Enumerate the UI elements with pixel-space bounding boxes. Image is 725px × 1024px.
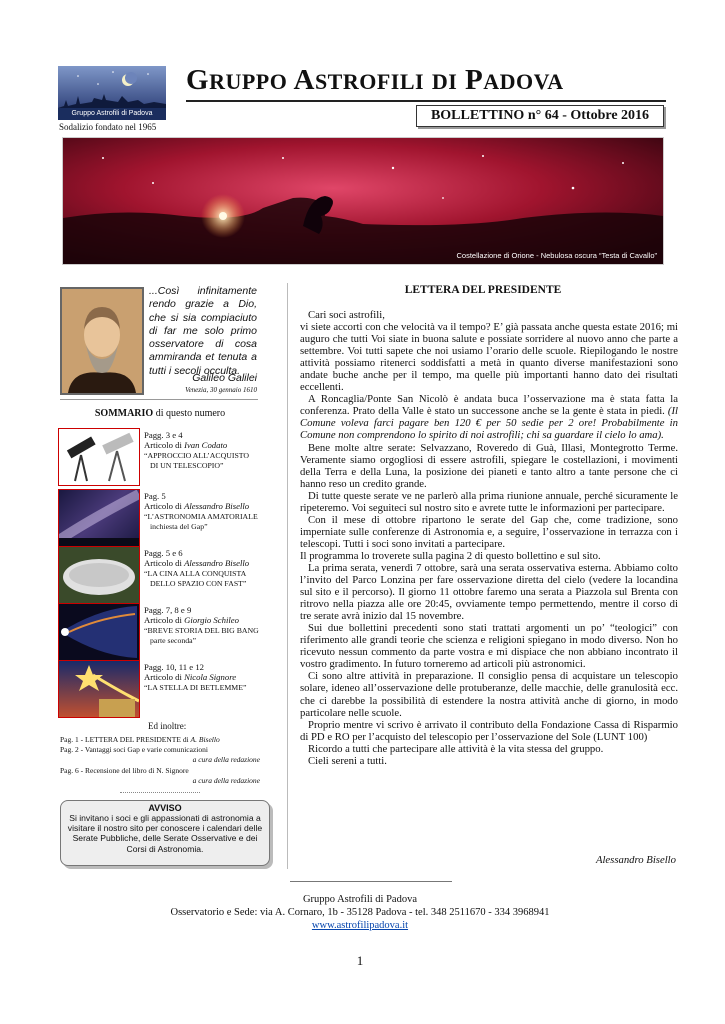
milky-way-icon: [59, 490, 139, 546]
letter-italic: (Il Comune voleva farci pagare ben 120 € per 50 sedie per 2 ore! Probabilmente in Comune non comprendono lo spirito di noi astrofili; chi sa guardare il cielo lo ama).: [300, 405, 678, 442]
title-letter: G: [186, 64, 210, 96]
footer: [100, 893, 620, 932]
horsehead-nebula-image: [63, 138, 663, 264]
radio-dish-icon: [59, 547, 139, 603]
title-letter: A: [293, 64, 315, 96]
bulletin-number: BOLLETTINO n° 64 - Ottobre 2016: [416, 105, 664, 127]
title-part: RUPPO: [209, 69, 288, 94]
logo: [58, 66, 166, 120]
summary-subtitle: di questo numero: [153, 408, 226, 419]
letter-paragraph: Cieli sereni a tutti.: [308, 754, 387, 767]
item-title: “LA CINA ALLA CONQUISTA: [144, 568, 247, 578]
bethlehem-star-thumbnail: [58, 660, 140, 718]
item-pages: Pagg. 3 e 4: [144, 430, 183, 440]
letter-signature: Alessandro Bisello: [595, 854, 676, 866]
item-title: “BREVE STORIA DEL BIG BANG: [144, 625, 259, 635]
also-line-sub: a cura della redazione: [192, 754, 260, 764]
item-pages: Pagg. 10, 11 e 12: [144, 662, 205, 672]
banner-image: [62, 137, 664, 265]
also-line-author: A. Bisello: [190, 735, 220, 744]
title-letter: P: [465, 64, 484, 96]
summary-item[interactable]: [58, 660, 268, 718]
notice-title: AVVISO: [148, 803, 182, 813]
item-by: Articolo di: [144, 615, 185, 626]
quote-date: Venezia, 30 gennaio 1610: [185, 386, 257, 394]
portrait-image: [62, 289, 142, 393]
item-title-cont: inchiesta del Gap”: [150, 521, 208, 531]
item-by: Articolo di: [144, 440, 185, 451]
also-line: [60, 766, 260, 785]
quote-author: Galileo Galilei: [192, 372, 257, 384]
item-author: Alessandro Bisello: [184, 501, 250, 512]
president-letter: [300, 309, 678, 767]
letter-paragraph: [300, 393, 678, 441]
notice-text: Si invitano i soci e gli appassionati di astronomia a visitare il nostro sito per conoscere i calendari delle Serate Pubbliche, delle Serate Osservative e dei Corsi di Astronomia.: [67, 813, 263, 854]
fast-telescope-thumbnail: [58, 546, 140, 604]
letter-paragraph: Ricordo a tutti che partecipare alle attività è la vita stessa del gruppo.: [308, 742, 604, 755]
telescope-thumbnail: [58, 428, 140, 486]
summary-item[interactable]: [58, 428, 268, 486]
item-pages: Pagg. 5 e 6: [144, 548, 183, 558]
milky-way-thumbnail: [58, 489, 140, 547]
item-title-cont: DELLO SPAZIO CON FAST”: [150, 578, 247, 588]
footer-address: Osservatorio e Sede: via A. Cornaro, 1b - 35128 Padova - tel. 348 2511670 - 334 3968941: [170, 907, 550, 918]
column-divider: [287, 283, 288, 869]
summary-item[interactable]: [58, 489, 268, 547]
website-link[interactable]: www.astrofilipadova.it: [311, 920, 409, 931]
title-part: DI: [431, 69, 458, 94]
summary-title: SOMMARIO: [94, 408, 154, 419]
letter-paragraph: Con il mese di ottobre ripartono le serate del Gap che, come tradizione, sono imperniate sulle conferenze di Astronomia e, a seguire, l’osservazione in terrazza con i telescopi. Tutti i soci sono invitati a partecipare.: [300, 513, 678, 550]
divider: [120, 792, 200, 793]
divider: [60, 399, 258, 400]
letter-paragraph: Sui due bollettini precedenti sono stati trattati argomenti un po’ “teologici” con riferimento alle grandi teorie che scienza e religioni spiegano in modo diverso. Non ho ricevuto nessun commento da parte vostra e mi dispiace che non abbiano incontrato il vostro gradimento. In futuro torneremo ad articoli più astronomici.: [300, 622, 678, 671]
galileo-portrait: [60, 287, 144, 395]
letter-paragraph: Ci sono altre attività in preparazione. Il consiglio pensa di acquistare un telescopio solare, ideneo all’osservazione delle protuberanze, delle macchie, delle granulosità ecc. che ci darebbe la possibilità di estendere la nostra attività anche di giorno, in modo particolare nelle scuole.: [300, 670, 678, 719]
also-line: [60, 745, 260, 764]
also-line-text: Pag. 1 - LETTERA DEL PRESIDENTE di: [60, 735, 191, 744]
item-title: “L’ASTRONOMIA AMATORIALE: [144, 511, 258, 521]
summary-item[interactable]: [58, 546, 268, 604]
item-author: Nicola Signore: [184, 672, 237, 683]
big-bang-thumbnail: [58, 603, 140, 661]
item-author: Alessandro Bisello: [184, 558, 250, 569]
title-part: STROFILI: [314, 69, 425, 94]
star-icon: [59, 661, 139, 717]
also-line-text: Pag. 2 - Vantaggi soci Gap e varie comunicazioni: [60, 745, 208, 754]
item-pages: Pag. 5: [144, 491, 166, 501]
page-title: [186, 64, 564, 97]
title-part: ADOVA: [483, 69, 564, 94]
item-by: Articolo di: [144, 672, 185, 683]
also-line: [60, 735, 260, 745]
letter-paragraph: Il programma lo troverete sulla pagina 2 di questo bollettino e sul sito.: [300, 549, 601, 562]
footer-divider: [290, 881, 452, 882]
also-line-text: Pag. 6 - Recensione del libro di N. Signore: [60, 766, 189, 775]
letter-text: A Roncaglia/Ponte San Nicolò è andata buca l’osservazione ma è stata fatta la conferenza. Prato della Valle è stato un successone anche se la gente è stata in piedi.: [300, 393, 678, 418]
title-divider: [186, 100, 666, 102]
letter-paragraph: vi siete accorti con che velocità va il tempo? E’ già passata anche questa estate 2016; mi auguro che tutti Voi siate in buona salute e possiate sorridere al nuovo anno che parte a settembre. Voi tutti sapete che noi usiamo l’orario delle scuole. Riepilogando le nostre attività possiamo ritenerci soddisfatti a metà in quanto diverse manifestazioni sono andate buche anche per il tempo, ma quelle più importanti hanno dato dei risultati eccellenti.: [300, 321, 678, 394]
letter-paragraph: Bene molte altre serate: Selvazzano, Roveredo di Guà, Illasi, Montegrotto Terme. Veramente siamo orgogliosi di essere astrofili, spiegare le costellazioni, i movimenti della Terra e della Luna, la posizione dei pianeti e tanto altro a tante persone che ci hanno reso un credito grande.: [300, 441, 678, 490]
summary-item[interactable]: [58, 603, 268, 661]
letter-title: LETTERA DEL PRESIDENTE: [404, 284, 562, 296]
item-title: “APPROCCIO ALL’ACQUISTO: [144, 450, 250, 460]
founded-note: Sodalizio fondato nel 1965: [59, 122, 157, 132]
item-title-cont: parte seconda”: [150, 635, 197, 645]
galileo-quote: ...Così infinitamente rendo grazie a Dio, che si sia compiaciuto di far me solo primo osservatore di cosa ammiranda et tenuta a tutti i secoli occulta.: [149, 285, 257, 377]
item-author: Ivan Codato: [184, 440, 228, 451]
logo-label: Gruppo Astrofili di Padova: [58, 108, 166, 120]
letter-paragraph: Cari soci astrofili,: [308, 309, 385, 321]
item-by: Articolo di: [144, 558, 185, 569]
footer-org: Gruppo Astrofili di Padova: [302, 894, 418, 905]
big-bang-icon: [59, 604, 139, 660]
item-title: “LA STELLA DI BETLEMME”: [144, 682, 247, 692]
item-title-cont: DI UN TELESCOPIO”: [150, 460, 224, 470]
notice-box: [60, 800, 270, 866]
also-heading: Ed inoltre:: [148, 721, 187, 731]
summary-heading: [60, 408, 260, 419]
letter-paragraph: Proprio mentre vi scrivo è arrivato il contributo della Fondazione Cassa di Risparmio di PD e RO per l’acquisto del telescopio per l’osservazione del Sole (LUNT 100): [300, 718, 678, 743]
letter-paragraph: La prima serata, venerdì 7 ottobre, sarà una serata osservativa esterna. Abbiamo colto l’invito del Parco Lonzina per fare osservazione diretta del cielo (vedere la locandina sul sito e il percorso). Il giorno 11 ottobre faremo una serata a Piazzola sul Brenta con ritrovo nella piazza alle ore 20:45, ovviamente tempo permettendo, mentre il corso di tre serate avrà inizio dal 15 novembre.: [300, 561, 678, 623]
item-pages: Pagg. 7, 8 e 9: [144, 605, 192, 615]
telescope-icon: [59, 429, 139, 485]
page-number: 1: [356, 953, 364, 968]
also-line-sub: a cura della redazione: [192, 775, 260, 785]
letter-paragraph: Di tutte queste serate ve ne parlerò alla prima riunione annuale, perché sicuramente le ripeteremo. Voi seguiteci sul nostro sito e avrete tutte le informazioni per partecipare.: [300, 489, 678, 514]
item-by: Articolo di: [144, 501, 185, 512]
banner-caption: Costellazione di Orione - Nebulosa oscura “Testa di Cavallo”: [456, 251, 657, 260]
item-author: Giorgio Schileo: [184, 615, 239, 626]
